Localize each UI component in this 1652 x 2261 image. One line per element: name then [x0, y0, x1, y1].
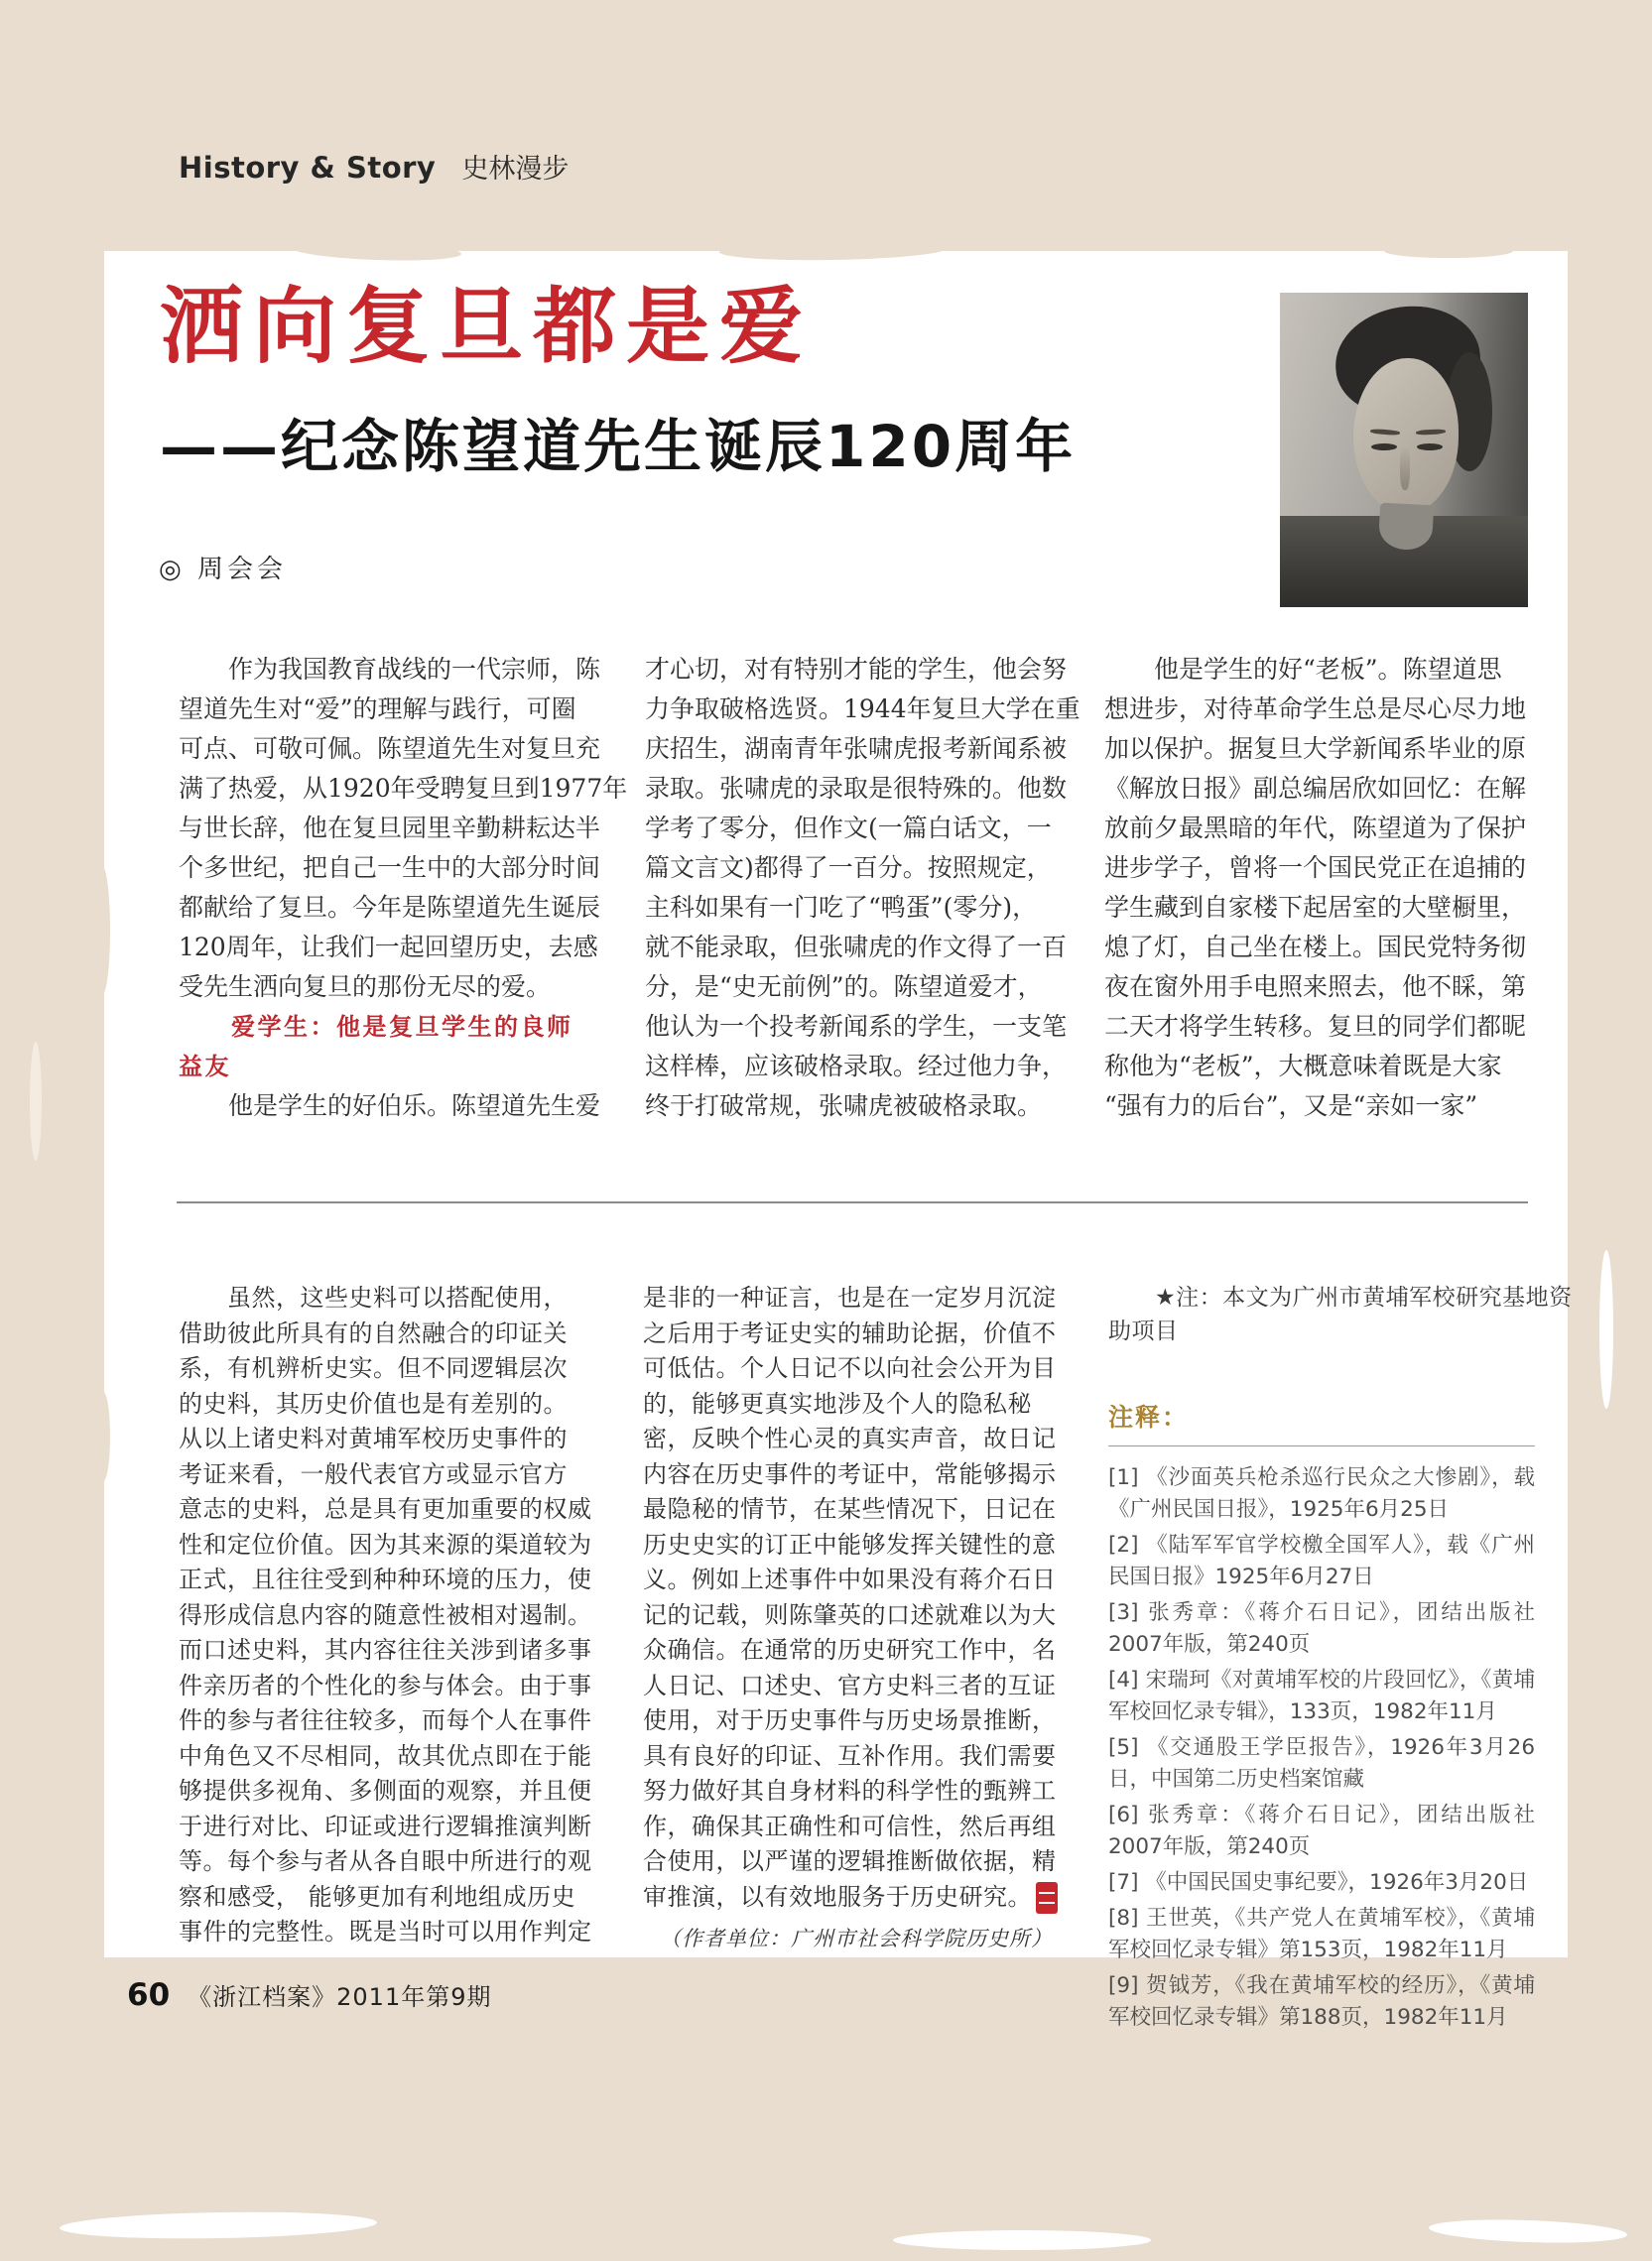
text-line: 他是学生的好伯乐。陈望道先生爱 — [179, 1091, 601, 1120]
funding-note — [1108, 1281, 1573, 1348]
text-line: 作为我国教育战线的一代宗师，陈 — [179, 655, 601, 684]
text-line: 而口述史料，其内容往往关涉到诸多事 — [179, 1636, 592, 1664]
page-footer — [127, 1977, 492, 2013]
portrait-photo — [1280, 293, 1528, 607]
text-line: 终于打破常规，张啸虎被破格录取。 — [645, 1091, 1043, 1120]
torn-paper-blob — [60, 2209, 377, 2241]
red-subheading — [179, 1007, 605, 1086]
text-line: 努力做好其自身材料的科学性的甄辨工 — [643, 1777, 1057, 1805]
notes-rule — [1108, 1445, 1535, 1446]
text-line: 录取。张啸虎的录取是很特殊的。他数 — [645, 774, 1068, 803]
text-line: 熄了灯，自己坐在楼上。国民党特务彻 — [1104, 933, 1527, 961]
torn-paper-blob — [96, 1392, 110, 1481]
portrait-nose — [1400, 446, 1410, 490]
portrait-eye-right — [1417, 443, 1443, 450]
reference-item: [8] 王世英，《共产党人在黄埔军校》，《黄埔军校回忆录专辑》第153页，1982年11月 — [1108, 1906, 1535, 1962]
text-line: 从以上诸史料对黄埔军校历史事件的 — [179, 1425, 568, 1452]
torn-paper-blob — [893, 2230, 1151, 2250]
paragraph — [179, 650, 628, 1007]
text-line: 内容在历史事件的考证中，常能够揭示 — [643, 1459, 1057, 1488]
text-line: 的，能够更真实地涉及个人的隐私秘 — [643, 1389, 1032, 1418]
text-line: 二天才将学生转移。复旦的同学们都昵 — [1104, 1012, 1527, 1041]
notes-heading: 注释： — [1108, 1403, 1190, 1432]
text-line: 够提供多视角、多侧面的观察，并且便 — [179, 1777, 592, 1805]
author-affiliation: （作者单位：广州市社会科学院历史所） — [660, 1927, 1053, 1950]
text-line: 益友 — [179, 1053, 231, 1080]
text-line: 考证来看，一般代表官方或显示官方 — [179, 1459, 568, 1488]
text-line: 个多世纪，把自己一生中的大部分时间 — [179, 853, 601, 882]
text-line: 想进步，对待革命学生总是尽心尽力地 — [1104, 694, 1527, 723]
text-line: 与世长辞，他在复旦园里辛勤耕耘达半 — [179, 814, 601, 842]
torn-paper-blob — [719, 238, 948, 262]
text-line: 受先生洒向复旦的那份无尽的爱。 — [179, 972, 552, 1001]
reference-item: [7] 《中国民国史事纪要》，1926年3月20日 — [1108, 1870, 1529, 1895]
text-line: 夜在窗外用手电照来照去，他不睬，第 — [1104, 972, 1527, 1001]
paragraph — [179, 1281, 605, 1950]
text-line: 篇文言文)都得了一百分。按照规定， — [645, 853, 1052, 882]
text-line: 历史史实的订正中能够发挥关键性的意 — [643, 1530, 1057, 1559]
reference-item: [2] 《陆军军官学校檄全国军人》，载《广州民国日报》1925年6月27日 — [1108, 1533, 1535, 1589]
torn-paper-blob — [1599, 1250, 1613, 1409]
text-line: 虽然，这些史料可以搭配使用， — [179, 1284, 568, 1312]
reference-item: [1] 《沙面英兵枪杀巡行民众之大惨剧》，载《广州民国日报》，1925年6月25日 — [1108, 1465, 1535, 1522]
text-line: 助项目 — [1108, 1319, 1179, 1344]
text-line: 称他为“老板”，大概意味着既是大家 — [1104, 1052, 1502, 1080]
text-line: 正式，且往往受到种种环境的压力，使 — [179, 1566, 592, 1593]
text-line: 事件的完整性。既是当时可以用作判定 — [179, 1918, 592, 1946]
text-line: 人日记、口述史、官方史料三者的互证 — [643, 1671, 1057, 1699]
text-line: 力争取破格选贤。1944年复旦大学在重 — [645, 694, 1080, 723]
torn-paper-blob — [1429, 2217, 1628, 2246]
torn-paper-blob — [1384, 244, 1513, 258]
top-column-2 — [645, 650, 1080, 1126]
bottom-column-2 — [643, 1281, 1070, 1952]
text-line: 具有良好的印证、互补作用。我们需要 — [643, 1741, 1057, 1770]
text-line: 得形成信息内容的随意性被相对遏制。 — [179, 1600, 592, 1629]
reference-item: [4] 宋瑞珂《对黄埔军校的片段回忆》，《黄埔军校回忆录专辑》，133页，1982年11月 — [1108, 1668, 1535, 1724]
top-column-3 — [1104, 650, 1531, 1126]
text-line: 众确信。在通常的历史研究工作中，名 — [643, 1636, 1057, 1664]
text-line: 加以保护。据复旦大学新闻系毕业的原 — [1104, 734, 1527, 763]
paragraph — [1104, 650, 1531, 1126]
text-line: 满了热爱，从1920年受聘复旦到1977年 — [179, 774, 628, 803]
text-line: 可低估。个人日记不以向社会公开为目 — [643, 1354, 1057, 1382]
text-line: 就不能录取，但张啸虎的作文得了一百 — [645, 933, 1068, 961]
text-line: 义。例如上述事件中如果没有蒋介石日 — [643, 1566, 1057, 1593]
text-line: 借助彼此所具有的自然融合的印证关 — [179, 1319, 568, 1347]
text-line: 这样棒，应该破格录取。经过他力争， — [645, 1052, 1068, 1080]
text-line: 合使用，以严谨的逻辑推断做依据，精 — [643, 1847, 1057, 1875]
article-subtitle: ——纪念陈望道先生诞辰120周年 — [160, 413, 1077, 480]
article-title: 洒向复旦都是爱 — [160, 277, 814, 375]
text-line: 密，反映个性心灵的真实声音，故日记 — [643, 1425, 1057, 1452]
reference-list — [1108, 1462, 1535, 2034]
journal-issue: 《浙江档案》2011年第9期 — [188, 1983, 492, 2011]
text-line: 系，有机辨析史实。但不同逻辑层次 — [179, 1354, 568, 1382]
text-line: 放前夕最黑暗的年代，陈望道为了保护 — [1104, 814, 1527, 842]
text-line: 都献给了复旦。今年是陈望道先生诞辰 — [179, 893, 601, 922]
text-line: 可点、可敬可佩。陈望道先生对复旦充 — [179, 734, 601, 763]
section-header-english: History & Story — [179, 151, 437, 185]
text-line: 于进行对比、印证或进行逻辑推演判断 — [179, 1812, 592, 1840]
text-line: 等。每个参与者从各自眼中所进行的观 — [179, 1847, 592, 1875]
bottom-column-3 — [1108, 1281, 1573, 2038]
text-line: 意志的史料，总是具有更加重要的权威 — [179, 1495, 592, 1523]
text-line: 120周年，让我们一起回望历史，去感 — [179, 933, 598, 961]
text-line: 中角色又不尽相同，故其优点即在于能 — [179, 1741, 592, 1770]
section-header-chinese: 史林漫步 — [461, 154, 570, 185]
text-line: 分，是“史无前例”的。陈望道爱才， — [645, 972, 1043, 1001]
text-line: 进步学子，曾将一个国民党正在追捕的 — [1104, 853, 1527, 882]
text-line: “强有力的后台”，又是“亲如一家” — [1104, 1091, 1478, 1120]
article-divider — [177, 1201, 1528, 1203]
text-line: 之后用于考证史实的辅助论据，价值不 — [643, 1319, 1057, 1347]
text-line: 主科如果有一门吃了“鸭蛋”(零分)， — [645, 893, 1038, 922]
text-line: 察和感受， 能够更加有利地组成历史 — [179, 1882, 576, 1911]
article-end-seal-icon — [1036, 1882, 1058, 1914]
page-number: 60 — [127, 1977, 171, 2013]
portrait-eye-left — [1371, 443, 1397, 450]
text-line: 记的记载，则陈肇英的口述就难以为大 — [643, 1600, 1057, 1629]
torn-paper-blob — [94, 866, 110, 995]
paragraph — [645, 650, 1080, 1126]
text-line: 审推演，以有效地服务于历史研究。 — [643, 1882, 1032, 1911]
text-line: 庆招生，湖南青年张啸虎报考新闻系被 — [645, 734, 1068, 763]
text-line: 使用，对于历史事件与历史场景推断， — [643, 1706, 1057, 1734]
top-column-1 — [179, 650, 628, 1126]
text-line: 作，确保其正确性和可信性，然后再组 — [643, 1812, 1057, 1840]
torn-paper-blob — [293, 239, 462, 263]
text-line: 件的参与者往往较多，而每个人在事件 — [179, 1706, 592, 1734]
reference-item: [5] 《交通股王学臣报告》，1926年3月26日，中国第二历史档案馆藏 — [1108, 1735, 1535, 1792]
article-author: ◎ 周会会 — [159, 555, 287, 584]
text-line: 性和定位价值。因为其来源的渠道较为 — [179, 1530, 592, 1559]
torn-paper-blob — [30, 1042, 42, 1161]
text-line: 学考了零分，但作文(一篇白话文，一 — [645, 814, 1052, 842]
reference-item: [6] 张秀章：《蒋介石日记》，团结出版社2007年版，第240页 — [1108, 1803, 1535, 1859]
reference-item: [3] 张秀章：《蒋介石日记》，团结出版社2007年版，第240页 — [1108, 1600, 1535, 1657]
text-line: 是非的一种证言，也是在一定岁月沉淀 — [643, 1284, 1057, 1312]
text-line: 学生藏到自家楼下起居室的大壁橱里， — [1104, 893, 1527, 922]
reference-item: [9] 贺钺芳，《我在黄埔军校的经历》，《黄埔军校回忆录专辑》第188页，1982年11月 — [1108, 1973, 1535, 2030]
text-line: 爱学生：他是复旦学生的良师 — [179, 1013, 573, 1041]
text-line: 件亲历者的个性化的参与体会。由于事 — [179, 1671, 592, 1699]
text-line: ★注：本文为广州市黄埔军校研究基地资 — [1108, 1285, 1573, 1311]
text-line: 他是学生的好“老板”。陈望道思 — [1104, 655, 1502, 684]
bottom-column-1 — [179, 1281, 605, 1950]
paragraph — [179, 1086, 605, 1126]
text-line: 的史料，其历史价值也是有差别的。 — [179, 1389, 568, 1418]
text-line: 他认为一个投考新闻系的学生，一支笔 — [645, 1012, 1068, 1041]
text-line: 望道先生对“爱”的理解与践行，可圈 — [179, 694, 576, 723]
paragraph — [643, 1281, 1070, 1915]
text-line: 才心切，对有特别才能的学生，他会努 — [645, 655, 1068, 684]
text-line: 《解放日报》副总编居欣如回忆：在解 — [1104, 774, 1527, 803]
section-header — [179, 147, 569, 186]
text-line: 最隐秘的情节，在某些情况下，日记在 — [643, 1495, 1057, 1523]
